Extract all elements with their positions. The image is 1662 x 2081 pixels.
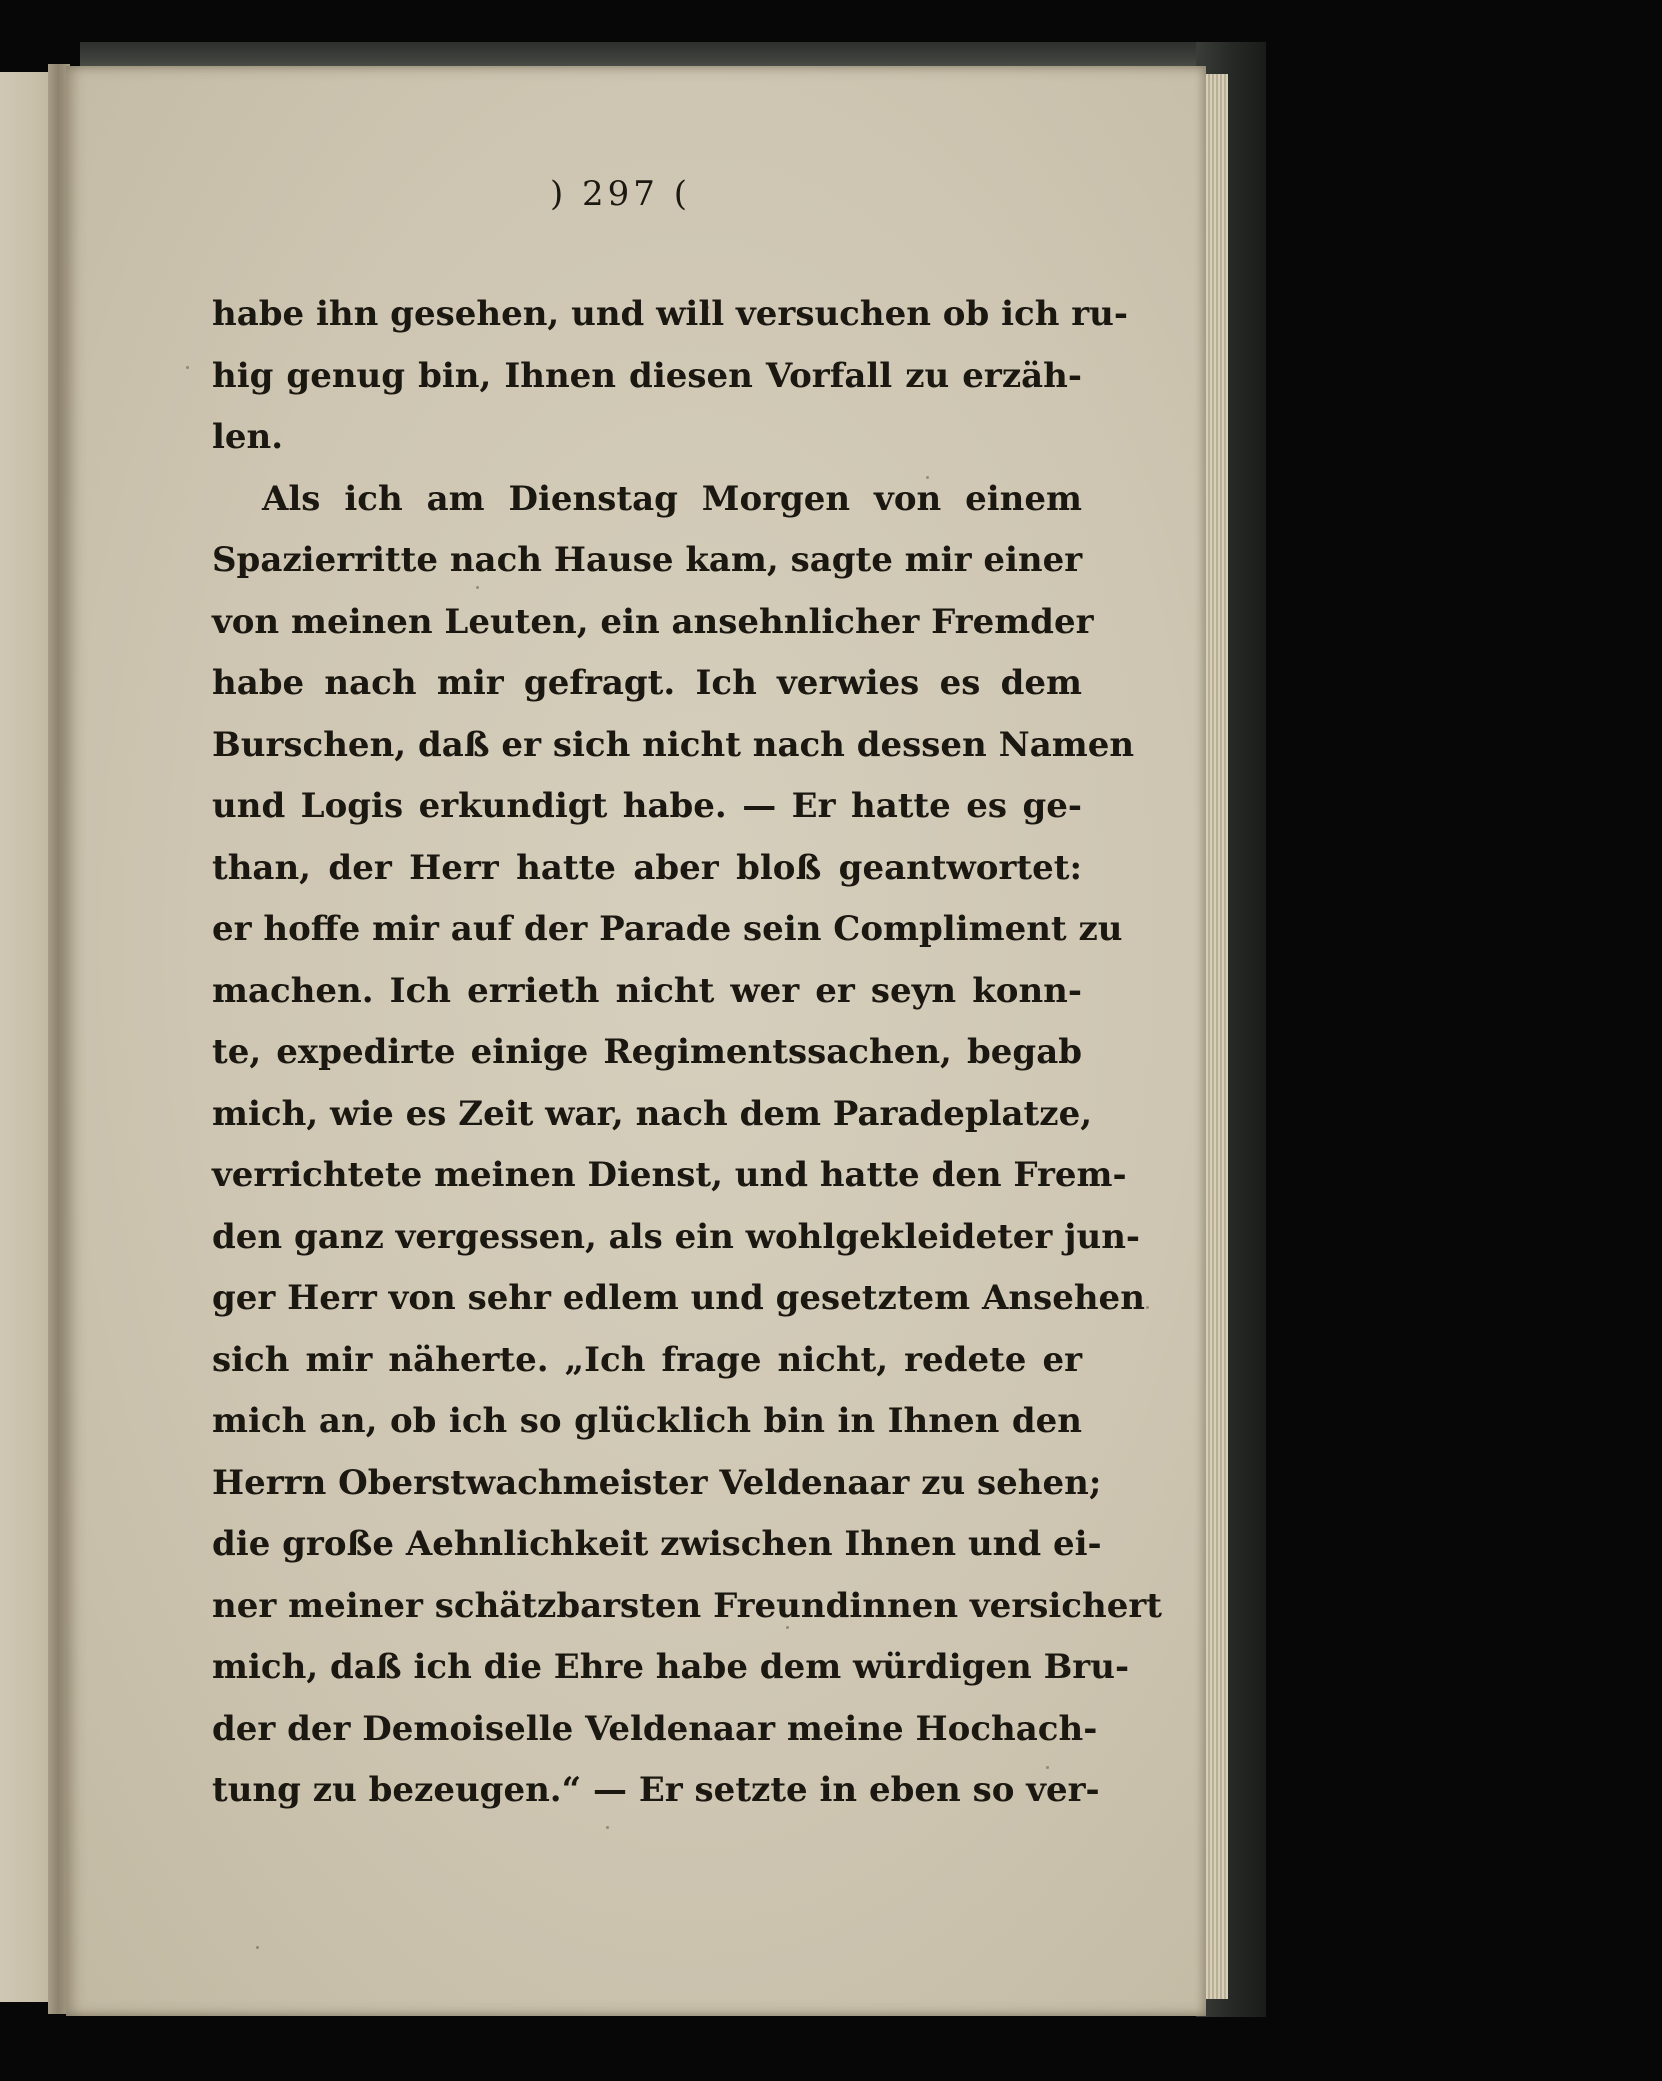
text-line: ner meiner schätzbarsten Freundinnen versichert — [212, 1585, 1162, 1626]
text-line: habe ihn gesehen, und will versuchen ob ich ru- — [212, 294, 1128, 334]
text-line: der der Demoiselle Veldenaar meine Hochach- — [212, 1708, 1098, 1749]
text-line: ger Herr von sehr edlem und gesetztem Ansehen — [212, 1278, 1145, 1318]
text-line: len. — [212, 417, 284, 457]
body-text — [212, 284, 1162, 1822]
text-line: und Logis erkundigt habe. — Er hatte es ge- — [212, 786, 1082, 826]
text-line: machen. Ich errieth nicht wer er seyn konn- — [212, 970, 1082, 1011]
text-line: te, expedirte einige Regimentssachen, begab — [212, 1032, 1082, 1072]
text-line: than, der Herr hatte aber bloß geantwortet: — [212, 847, 1082, 888]
text-line: den ganz vergessen, als ein wohlgekleideter jun- — [212, 1216, 1141, 1257]
text-line: mich an, ob ich so glücklich bin in Ihnen den — [212, 1401, 1082, 1441]
text-line: Spazierritte nach Hause kam, sagte mir einer — [212, 540, 1083, 580]
text-line: habe nach mir gefragt. Ich verwies es dem — [212, 663, 1082, 703]
text-line: von meinen Leuten, ein ansehnlicher Fremder — [212, 601, 1094, 642]
book-page — [66, 66, 1206, 2016]
text-line: er hoffe mir auf der Parade sein Compliment zu — [212, 909, 1123, 949]
page-number: ) 297 ( — [549, 174, 691, 214]
text-line: mich, daß ich die Ehre habe dem würdigen Bru- — [212, 1647, 1130, 1687]
text-line: Als ich am Dienstag Morgen von einem — [262, 478, 1082, 519]
text-line: mich, wie es Zeit war, nach dem Paradeplatze, — [212, 1093, 1093, 1134]
text-line: tung zu bezeugen.“ — Er setzte in eben so ver- — [212, 1770, 1100, 1810]
text-line: die große Aehnlichkeit zwischen Ihnen und ei- — [212, 1524, 1102, 1564]
text-line: Herrn Oberstwachmeister Veldenaar zu sehen; — [212, 1462, 1102, 1503]
text-line: hig genug bin, Ihnen diesen Vorfall zu erzäh- — [212, 355, 1082, 396]
text-line: verrichtete meinen Dienst, und hatte den Frem- — [212, 1155, 1127, 1195]
text-line: Burschen, daß er sich nicht nach dessen Namen — [212, 724, 1135, 765]
text-line: sich mir näherte. „Ich frage nicht, redete er — [212, 1339, 1082, 1380]
